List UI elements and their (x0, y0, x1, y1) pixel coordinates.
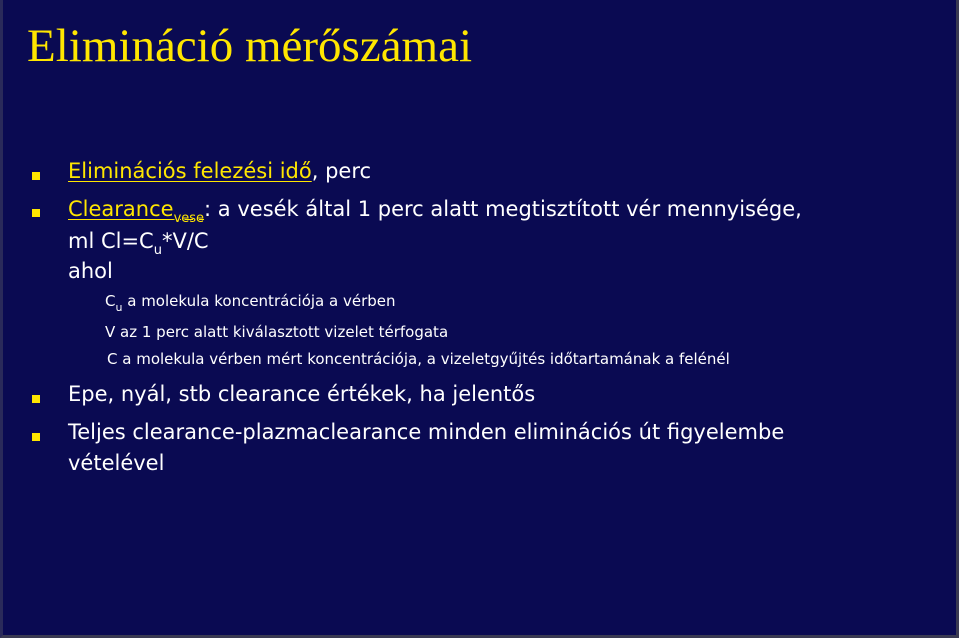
bullet-marker (32, 395, 40, 403)
clearance-subscript: vese (173, 211, 205, 226)
clearance-link[interactable] (68, 197, 205, 226)
bullet-marker (32, 433, 40, 441)
bullet-epe: Epe, nyál, stb clearance értékek, ha jelentős (68, 382, 536, 406)
def-cu-subscript: u (115, 301, 123, 314)
where-label: ahol (68, 259, 113, 283)
clearance-link-text: Clearance (68, 197, 174, 221)
formula-rest: *V/C (161, 229, 209, 253)
clearance-definition: : a vesék által 1 perc alatt megtisztított vér mennyisége, (204, 197, 802, 221)
def-c: C a molekula vérben mért koncentrációja, a vizeletgyűjtés időtartamának a felénél (107, 350, 730, 368)
bullet-marker (32, 209, 40, 217)
half-life-unit: , perc (311, 159, 372, 183)
bullet-marker (32, 172, 40, 180)
formula-subscript: u (153, 243, 162, 258)
slide-title: Elimináció mérőszámai (27, 20, 473, 72)
def-v: V az 1 perc alatt kiválasztott vizelet térfogata (105, 323, 449, 341)
def-cu (105, 291, 396, 314)
bullet-teljes-cont: vételével (68, 451, 165, 475)
bullet-teljes: Teljes clearance-plazmaclearance minden eliminációs út figyelembe (68, 420, 785, 444)
bullet-half-life (68, 157, 371, 185)
half-life-link[interactable]: Eliminációs felezési idő (68, 159, 312, 183)
def-cu-symbol: C (105, 292, 116, 310)
clearance-formula (68, 227, 209, 258)
formula-prefix: ml Cl=C (68, 229, 154, 253)
def-cu-text: a molekula koncentrációja a vérben (122, 292, 396, 310)
bullet-clearance (68, 195, 802, 226)
